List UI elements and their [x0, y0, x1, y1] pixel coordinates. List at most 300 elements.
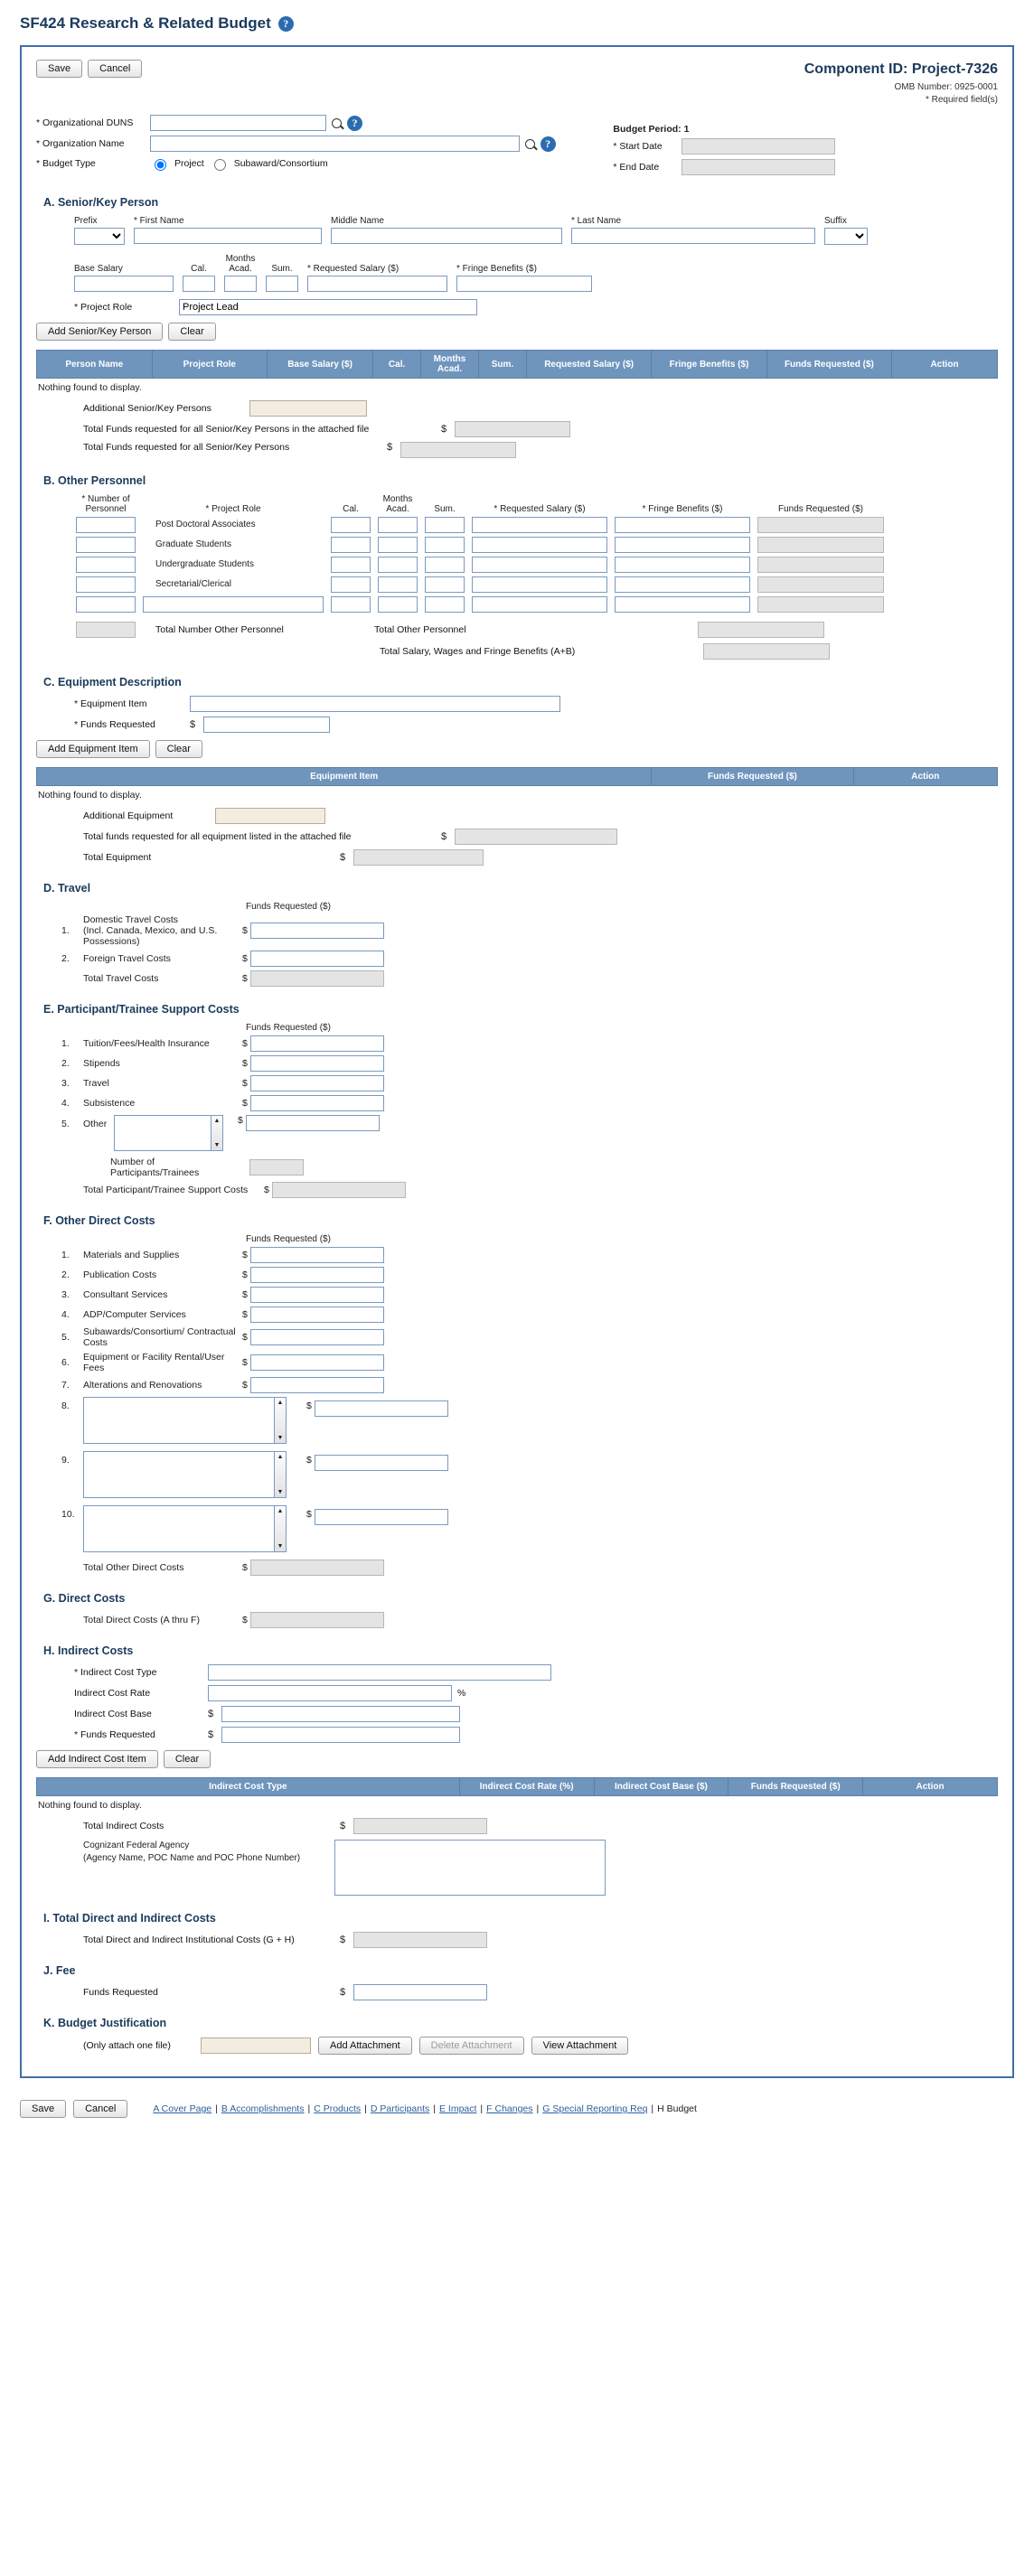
item-index: 9.	[61, 1455, 70, 1466]
fringe-input[interactable]	[615, 537, 750, 553]
item-name: Domestic Travel Costs	[83, 914, 179, 925]
end-date-input[interactable]	[682, 159, 835, 175]
col-equipment-item: Equipment Item	[37, 768, 652, 786]
cognizant-agency-sub: (Agency Name, POC Name and POC Phone Number)	[83, 1852, 301, 1863]
sum-input[interactable]	[425, 537, 465, 553]
section-a-salary-labels	[74, 254, 998, 274]
save-button-top[interactable]: Save	[36, 60, 82, 78]
add-attachment-button[interactable]: Add Attachment	[318, 2037, 412, 2055]
sum-input[interactable]	[425, 576, 465, 593]
col-requested-salary: Requested Salary ($)	[527, 351, 652, 379]
project-role-row	[74, 299, 998, 315]
indirect-cost-base-label: Indirect Cost Base	[74, 1709, 152, 1719]
acad-months-input[interactable]	[224, 276, 257, 292]
col-months-acad: Months Acad.	[421, 351, 479, 379]
chevron-down-icon[interactable]: ▼	[213, 1142, 221, 1148]
middle-name-input[interactable]	[331, 228, 562, 244]
section-h-nothing-found: Nothing found to display.	[38, 1800, 142, 1811]
item-name: Publication Costs	[83, 1269, 157, 1280]
other-direct-input-9[interactable]	[315, 1455, 448, 1471]
separator: |	[536, 2103, 540, 2114]
other-direct-input-10[interactable]	[315, 1509, 448, 1525]
start-date-row	[613, 138, 998, 155]
item-name: ADP/Computer Services	[83, 1309, 186, 1320]
dollar-sign: $	[340, 1987, 346, 1998]
indirect-funds-requested-row	[74, 1727, 998, 1743]
link-g-special-reporting-req[interactable]: G Special Reporting Req	[542, 2103, 648, 2114]
total-indirect-row	[83, 1818, 998, 1834]
total-attached-label: Total Funds requested for all Senior/Key Persons in the attached file	[83, 424, 370, 435]
end-date-label: * End Date	[613, 162, 660, 173]
total-number-personnel-label: Total Number Other Personnel	[155, 624, 284, 635]
item-sub: (Incl. Canada, Mexico, and U.S. Possessions)	[83, 925, 218, 947]
chevron-down-icon[interactable]: ▼	[277, 1543, 284, 1550]
requested-salary-input[interactable]	[472, 557, 607, 573]
list-item	[61, 1247, 998, 1263]
indirect-cost-base-input[interactable]	[221, 1706, 460, 1722]
personnel-row-blank	[76, 596, 998, 613]
duns-input[interactable]	[150, 115, 326, 131]
funds-requested-output	[757, 596, 884, 613]
total-equipment-row	[83, 849, 998, 866]
sum-input[interactable]	[425, 517, 465, 533]
travel-input[interactable]	[250, 1075, 384, 1091]
col-base-salary: Base Salary ($)	[268, 351, 373, 379]
budget-type-radio-subaward[interactable]	[214, 159, 226, 171]
help-icon-org[interactable]: ?	[540, 136, 556, 152]
item-label	[83, 914, 242, 947]
col-indirect-action: Action	[863, 1778, 998, 1796]
requested-salary-input[interactable]	[472, 596, 607, 613]
scroll-spinner[interactable]	[275, 1505, 287, 1552]
total-all-row	[83, 442, 998, 458]
item-index: 10.	[61, 1509, 75, 1520]
item-name: Other	[83, 1119, 108, 1129]
equipment-funds-input[interactable]	[203, 717, 330, 733]
section-f-funds-header: Funds Requested ($)	[246, 1234, 331, 1244]
list-item	[61, 1095, 998, 1111]
last-name-label: * Last Name	[571, 216, 622, 226]
help-icon-duns[interactable]: ?	[347, 116, 362, 131]
additional-equipment-input[interactable]	[215, 808, 325, 824]
project-role-input[interactable]	[179, 299, 477, 315]
indirect-cost-rate-label: Indirect Cost Rate	[74, 1688, 151, 1699]
total-equipment-output	[353, 849, 484, 866]
clear-indirect-cost-button[interactable]: Clear	[164, 1750, 211, 1768]
other-direct-textarea-8[interactable]	[83, 1397, 275, 1444]
cal-input[interactable]	[331, 596, 371, 613]
list-item	[61, 1326, 998, 1348]
total-attached-row	[83, 421, 998, 437]
section-k-heading: K. Budget Justification	[43, 2017, 167, 2029]
b-funds-label: Funds Requested ($)	[778, 504, 863, 514]
total-participant-output	[272, 1182, 406, 1198]
indirect-cost-type-input[interactable]	[208, 1664, 551, 1681]
clear-equipment-button[interactable]: Clear	[155, 740, 202, 758]
link-d-participants[interactable]: D Participants	[370, 2103, 430, 2114]
project-role-label: * Project Role	[74, 302, 133, 313]
b-sum-label: Sum.	[434, 504, 456, 514]
scroll-spinner[interactable]	[212, 1115, 223, 1151]
item-index: 4.	[61, 1309, 70, 1320]
add-indirect-cost-item-button[interactable]: Add Indirect Cost Item	[36, 1750, 158, 1768]
list-item	[61, 1307, 998, 1323]
participants-count-label: Number of Participants/Trainees	[110, 1157, 200, 1178]
item-index: 1.	[61, 1038, 70, 1049]
additional-equipment-label: Additional Equipment	[83, 810, 174, 821]
fee-funds-input[interactable]	[353, 1984, 487, 2000]
required-note: * Required field(s)	[925, 94, 998, 105]
separator: |	[433, 2103, 436, 2114]
subsistence-input[interactable]	[250, 1095, 384, 1111]
prefix-label: Prefix	[74, 216, 98, 226]
header-fields	[36, 115, 998, 180]
indirect-funds-requested-label: * Funds Requested	[74, 1729, 155, 1740]
materials-supplies-input[interactable]	[250, 1247, 384, 1263]
dollar-sign: $	[242, 1309, 248, 1320]
acad-input[interactable]	[378, 576, 418, 593]
scroll-spinner[interactable]	[275, 1397, 287, 1444]
total-equipment-attached-input	[455, 829, 617, 845]
clear-senior-key-person-button[interactable]: Clear	[168, 323, 215, 341]
b-fringe-label: * Fringe Benefits ($)	[642, 504, 723, 514]
equipment-table	[36, 767, 998, 786]
col-indirect-cost-type: Indirect Cost Type	[37, 1778, 460, 1796]
role-label-undergraduate: Undergraduate Students	[155, 559, 254, 569]
requested-salary-input[interactable]	[472, 576, 607, 593]
personnel-count-input[interactable]	[76, 557, 136, 573]
list-item	[61, 1377, 998, 1393]
item-name: Subawards/Consortium/ Contractual Costs	[83, 1326, 236, 1348]
total-other-direct-output	[250, 1560, 384, 1576]
dollar-sign: $	[387, 442, 393, 453]
section-a-name-labels	[74, 216, 998, 226]
org-name-label: * Organization Name	[36, 138, 125, 149]
chevron-down-icon[interactable]: ▼	[277, 1489, 284, 1495]
chevron-down-icon[interactable]: ▼	[277, 1435, 284, 1441]
section-a-heading: A. Senior/Key Person	[43, 196, 159, 209]
additional-senior-row	[83, 400, 998, 417]
attachment-filename-field[interactable]	[201, 2037, 311, 2054]
custom-role-input[interactable]	[143, 596, 324, 613]
funds-requested-output	[757, 557, 884, 573]
fringe-benefits-input[interactable]	[456, 276, 592, 292]
first-name-input[interactable]	[134, 228, 322, 244]
dollar-sign: $	[242, 925, 248, 936]
budget-type-option-project: Project	[174, 158, 204, 169]
list-item	[61, 1075, 998, 1091]
item-name: Equipment or Facility Rental/User Fees	[83, 1352, 225, 1373]
total-equipment-label: Total Equipment	[83, 852, 152, 863]
total-participant-row	[61, 1182, 998, 1198]
cal-input[interactable]	[331, 557, 371, 573]
item-index: 8.	[61, 1400, 70, 1411]
total-attached-input	[455, 421, 570, 437]
add-senior-key-person-button[interactable]: Add Senior/Key Person	[36, 323, 163, 341]
dollar-sign: $	[208, 1729, 214, 1740]
total-equipment-attached-row	[83, 829, 998, 845]
dollar-sign: $	[242, 1250, 248, 1260]
col-action: Action	[891, 351, 997, 379]
budget-type-row	[36, 156, 556, 171]
sum-input[interactable]	[425, 596, 465, 613]
item-index: 2.	[61, 1269, 70, 1280]
col-fringe-benefits: Fringe Benefits ($)	[652, 351, 767, 379]
foreign-travel-input[interactable]	[250, 951, 384, 967]
funds-requested-output	[757, 576, 884, 593]
item-index: 3.	[61, 1078, 70, 1089]
budget-form-panel	[20, 45, 1014, 2078]
link-e-impact[interactable]: E Impact	[438, 2103, 477, 2114]
role-label-graduate: Graduate Students	[155, 539, 231, 549]
other-direct-textarea-10[interactable]	[83, 1505, 275, 1552]
item-index: 6.	[61, 1357, 70, 1368]
item-name: Materials and Supplies	[83, 1250, 180, 1260]
last-name-input[interactable]	[571, 228, 815, 244]
list-item	[61, 1505, 998, 1552]
footer-links	[151, 2103, 699, 2114]
fee-funds-label: Funds Requested	[83, 1987, 158, 1998]
item-name: Foreign Travel Costs	[83, 953, 171, 964]
suffix-label: Suffix	[824, 216, 847, 226]
dollar-sign: $	[242, 973, 248, 984]
dollar-sign: $	[340, 1934, 346, 1945]
delete-attachment-button: Delete Attachment	[419, 2037, 524, 2055]
item-name: Stipends	[83, 1058, 120, 1069]
equipment-rental-input[interactable]	[250, 1354, 384, 1371]
role-label-secretarial: Secretarial/Clerical	[155, 579, 231, 589]
other-direct-items	[61, 1247, 998, 1576]
dollar-sign: $	[441, 424, 447, 435]
requested-salary-input[interactable]	[307, 276, 447, 292]
cal-input[interactable]	[331, 517, 371, 533]
dollar-sign: $	[242, 1269, 248, 1280]
total-other-personnel-label: Total Other Personnel	[374, 624, 466, 635]
personnel-row	[76, 557, 998, 573]
list-item	[61, 1055, 998, 1072]
list-item	[61, 1451, 998, 1498]
personnel-row	[76, 537, 998, 553]
suffix-select[interactable]	[824, 228, 868, 245]
total-other-direct-label: Total Other Direct Costs	[83, 1562, 184, 1573]
first-name-label: * First Name	[134, 216, 184, 226]
dollar-sign: $	[306, 1509, 312, 1520]
fringe-input[interactable]	[615, 596, 750, 613]
indirect-cost-rate-input[interactable]	[208, 1685, 452, 1701]
cognizant-agency-textarea[interactable]	[334, 1840, 606, 1896]
fee-funds-row	[83, 1984, 998, 2000]
attach-note: (Only attach one file)	[83, 2040, 171, 2051]
view-attachment-button[interactable]: View Attachment	[531, 2037, 629, 2055]
fringe-input[interactable]	[615, 517, 750, 533]
publication-costs-input[interactable]	[250, 1267, 384, 1283]
total-travel-output	[250, 970, 384, 987]
personnel-count-input[interactable]	[76, 537, 136, 553]
percent-sign: %	[457, 1688, 466, 1699]
dollar-sign: $	[242, 1058, 248, 1069]
dollar-sign: $	[242, 1562, 248, 1573]
section-h-heading: H. Indirect Costs	[43, 1644, 134, 1657]
col-equipment-funds: Funds Requested ($)	[652, 768, 853, 786]
equipment-item-row	[74, 696, 998, 712]
start-date-input[interactable]	[682, 138, 835, 155]
total-direct-indirect-label: Total Direct and Indirect Institutional Costs (G + H)	[83, 1934, 295, 1945]
component-id: Component ID: Project-7326	[804, 61, 998, 77]
acad-input[interactable]	[378, 517, 418, 533]
b-requested-salary-label: * Requested Salary ($)	[494, 504, 586, 514]
indirect-funds-requested-input[interactable]	[221, 1727, 460, 1743]
consultant-services-input[interactable]	[250, 1287, 384, 1303]
acad-input[interactable]	[378, 596, 418, 613]
sum-months-input[interactable]	[266, 276, 298, 292]
list-item	[61, 1267, 998, 1283]
participants-count-output	[249, 1159, 304, 1176]
personnel-row	[76, 517, 998, 533]
link-f-changes[interactable]: F Changes	[486, 2103, 533, 2114]
duns-row	[36, 115, 556, 131]
budget-justification-row	[83, 2037, 998, 2055]
total-salary-wages-output	[703, 643, 830, 660]
col-equipment-action: Action	[853, 768, 997, 786]
indirect-cost-base-row	[74, 1706, 998, 1722]
funds-requested-output	[757, 517, 884, 533]
fringe-input[interactable]	[615, 576, 750, 593]
indirect-cost-type-label: * Indirect Cost Type	[74, 1667, 157, 1678]
sum-label: Sum.	[271, 264, 293, 274]
link-c-products[interactable]: C Products	[314, 2103, 362, 2114]
cal-input[interactable]	[331, 576, 371, 593]
org-name-row	[36, 136, 556, 152]
section-b-col-labels	[76, 494, 998, 514]
indirect-cost-table	[36, 1777, 998, 1796]
save-button-bottom[interactable]: Save	[20, 2100, 66, 2118]
funds-requested-output	[757, 537, 884, 553]
separator: |	[480, 2103, 484, 2114]
fringe-input[interactable]	[615, 557, 750, 573]
section-b-heading: B. Other Personnel	[43, 474, 146, 487]
chevron-up-icon[interactable]: ▲	[277, 1454, 284, 1460]
number-personnel-label: * Number of Personnel	[81, 494, 130, 514]
personnel-count-input[interactable]	[76, 517, 136, 533]
equipment-item-label: * Equipment Item	[74, 698, 147, 709]
section-d-heading: D. Travel	[43, 882, 91, 895]
chevron-up-icon[interactable]: ▲	[277, 1508, 284, 1514]
dollar-sign: $	[242, 1380, 248, 1391]
requested-salary-input[interactable]	[472, 537, 607, 553]
total-number-personnel-output	[76, 622, 136, 638]
link-b-accomplishments[interactable]: B Accomplishments	[221, 2103, 305, 2114]
total-indirect-output	[353, 1818, 487, 1834]
search-icon-org[interactable]	[525, 139, 535, 149]
chevron-up-icon[interactable]: ▲	[277, 1400, 284, 1406]
link-a-cover-page[interactable]: A Cover Page	[153, 2103, 212, 2114]
b-months-label: Months	[382, 494, 413, 504]
list-item	[61, 914, 998, 947]
total-travel-label: Total Travel Costs	[83, 973, 159, 984]
personnel-count-input[interactable]	[76, 576, 136, 593]
chevron-up-icon[interactable]: ▲	[213, 1118, 221, 1124]
other-direct-input-8[interactable]	[315, 1400, 448, 1417]
dollar-sign: $	[340, 852, 346, 863]
item-name: Travel	[83, 1078, 109, 1089]
search-icon-duns[interactable]	[332, 118, 342, 128]
end-date-row	[613, 159, 998, 175]
cognizant-agency-row	[83, 1840, 998, 1896]
alterations-renovations-input[interactable]	[250, 1377, 384, 1393]
cognizant-agency-label: Cognizant Federal Agency	[83, 1841, 190, 1850]
acad-input[interactable]	[378, 557, 418, 573]
adp-computer-services-input[interactable]	[250, 1307, 384, 1323]
equipment-item-input[interactable]	[190, 696, 560, 712]
col-cal: Cal.	[373, 351, 421, 379]
list-item	[61, 1287, 998, 1303]
cal-input[interactable]	[331, 537, 371, 553]
stipends-input[interactable]	[250, 1055, 384, 1072]
item-index: 2.	[61, 1058, 70, 1069]
dollar-sign: $	[242, 1357, 248, 1368]
item-index: 7.	[61, 1380, 70, 1391]
dollar-sign: $	[208, 1709, 214, 1719]
list-item	[61, 1115, 998, 1151]
add-equipment-item-button[interactable]: Add Equipment Item	[36, 740, 150, 758]
section-a-name-inputs	[74, 228, 998, 245]
omb-block	[36, 81, 998, 106]
cancel-button-bottom[interactable]: Cancel	[73, 2100, 127, 2118]
total-travel-row	[61, 970, 998, 987]
additional-senior-input[interactable]	[249, 400, 367, 417]
budget-type-radio-project[interactable]	[155, 159, 166, 171]
dollar-sign: $	[242, 953, 248, 964]
dollar-sign: $	[242, 1289, 248, 1300]
dollar-sign: $	[242, 1078, 248, 1089]
dollar-sign: $	[242, 1098, 248, 1109]
help-icon[interactable]: ?	[278, 16, 294, 32]
section-c-nothing-found: Nothing found to display.	[38, 790, 142, 801]
other-direct-textarea-9[interactable]	[83, 1451, 275, 1498]
travel-items	[61, 914, 998, 987]
personnel-count-input[interactable]	[76, 596, 136, 613]
tuition-fees-input[interactable]	[250, 1035, 384, 1052]
cancel-button-top[interactable]: Cancel	[88, 60, 142, 78]
scroll-spinner[interactable]	[275, 1451, 287, 1498]
list-item	[61, 1352, 998, 1373]
org-name-input[interactable]	[150, 136, 520, 152]
start-date-label: * Start Date	[613, 141, 663, 152]
base-salary-input[interactable]	[74, 276, 174, 292]
omb-number: OMB Number: 0925-0001	[894, 82, 998, 92]
additional-equipment-row	[83, 808, 998, 824]
subawards-consortium-input[interactable]	[250, 1329, 384, 1345]
duns-label: * Organizational DUNS	[36, 117, 134, 128]
dollar-sign: $	[306, 1455, 312, 1466]
domestic-travel-input[interactable]	[250, 923, 384, 939]
prefix-select[interactable]	[74, 228, 125, 245]
section-g-heading: G. Direct Costs	[43, 1592, 126, 1605]
requested-salary-input[interactable]	[472, 517, 607, 533]
acad-input[interactable]	[378, 537, 418, 553]
total-number-row	[76, 622, 998, 638]
section-c-buttons	[36, 740, 998, 758]
total-direct-indirect-output	[353, 1932, 487, 1948]
cal-months-input[interactable]	[183, 276, 215, 292]
sum-input[interactable]	[425, 557, 465, 573]
other-participant-input[interactable]	[246, 1115, 380, 1131]
section-i-heading: I. Total Direct and Indirect Costs	[43, 1912, 216, 1925]
list-item	[61, 1035, 998, 1052]
other-participant-textarea[interactable]	[114, 1115, 212, 1151]
item-index: 4.	[61, 1098, 70, 1109]
page-title: SF424 Research & Related Budget	[20, 14, 271, 32]
